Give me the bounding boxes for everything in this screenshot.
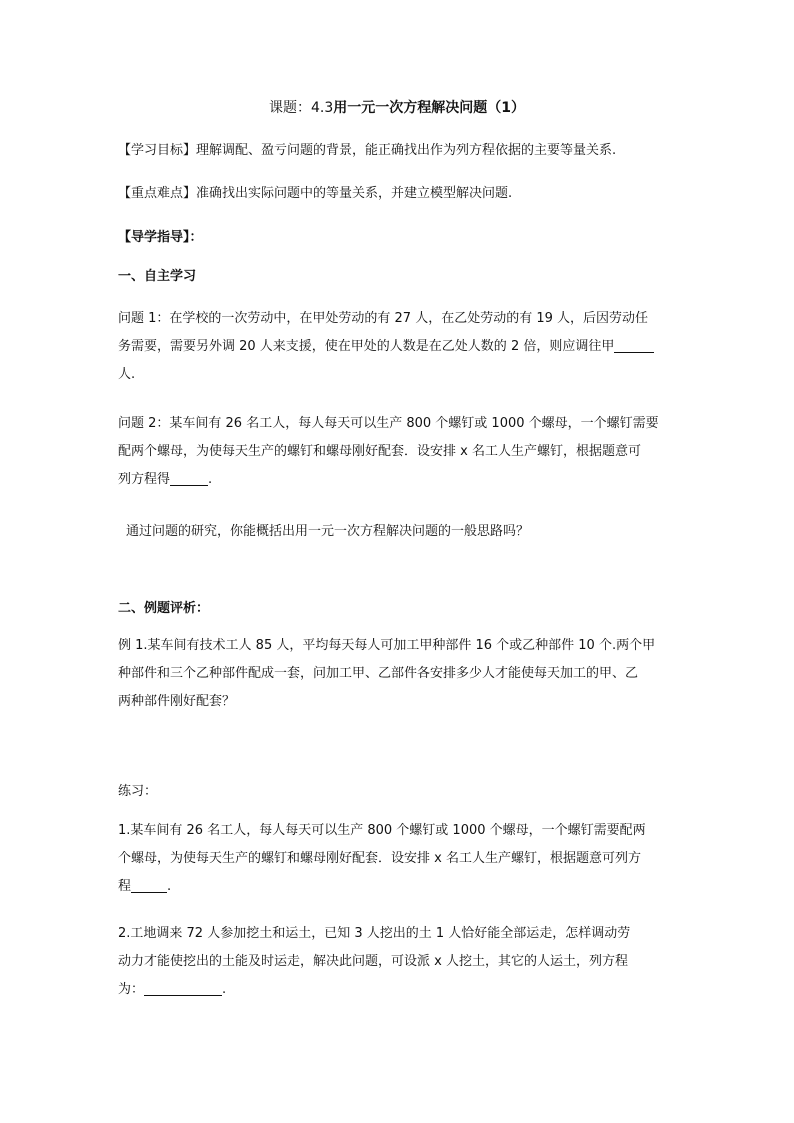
question-2 [118, 410, 678, 494]
q2-line1: 问题 2：某车间有 26 名工人，每人每天可以生产 800 个螺钉或 1000 个螺母，一个螺钉需要 [118, 416, 659, 431]
objective-text: 理解调配、盈亏问题的背景，能正确找出作为列方程依据的主要等量关系. [196, 143, 617, 158]
q2-line2: 配两个螺母，为使每天生产的螺钉和螺母刚好配套．设安排 x 名工人生产螺钉，根据题意可 [118, 444, 641, 459]
question-1 [118, 305, 678, 389]
reflection-question: 通过问题的研究，你能概括出用一元一次方程解决问题的一般思路吗？ [126, 524, 530, 539]
q1-line3: 人. [118, 367, 136, 382]
key-text: 准确找出实际问题中的等量关系，并建立模型解决问题. [196, 186, 513, 201]
guide-heading: 【导学指导】： [118, 230, 203, 245]
ex1-line2: 种部件和三个乙种部件配成一套，问加工甲、乙部件各安排多少人才能使每天加工的甲、乙 [118, 666, 639, 681]
answer-blank[interactable] [170, 469, 208, 486]
q1-line2: 务需要，需要另外调 20 人来支援，使在甲处的人数是在乙处人数的 2 倍，则应调往甲 [118, 333, 678, 361]
answer-blank[interactable] [614, 336, 654, 353]
learning-objective [118, 137, 678, 165]
p1-line2: 个螺母，为使每天生产的螺钉和螺母刚好配套．设安排 x 名工人生产螺钉，根据题意可列方 [118, 851, 641, 866]
title-prefix: 课题：4.3 [268, 100, 334, 116]
practice-heading: 练习： [118, 784, 158, 799]
ex1-line3: 两种部件刚好配套？ [118, 694, 236, 709]
q2-line3: 列方程得 . [118, 466, 678, 494]
page-title [0, 96, 794, 120]
section1-heading: 一、自主学习 [118, 269, 197, 284]
example-1 [118, 632, 678, 716]
practice-1 [118, 817, 678, 901]
key-difficulty [118, 180, 678, 208]
q1-line1: 问题 1：在学校的一次劳动中，在甲处劳动的有 27 人，在乙处劳动的有 19 人，后因劳动任 [118, 311, 649, 326]
p2-line2: 动力才能使挖出的土能及时运走，解决此问题，可设派 x 人挖土，其它的人运土，列方程 [118, 954, 628, 969]
p1-line1: 1.某车间有 26 名工人，每人每天可以生产 800 个螺钉或 1000 个螺母，一个螺钉需要配两 [118, 823, 646, 838]
objective-label: 【学习目标】 [118, 143, 197, 158]
key-label: 【重点难点】 [118, 186, 197, 201]
answer-blank[interactable] [131, 876, 167, 893]
title-main: 用一元一次方程解决问题（1） [333, 100, 525, 116]
ex1-line1: 例 1.某车间有技术工人 85 人，平均每天每人可加工甲种部件 16 个或乙种部件 10 个.两个甲 [118, 638, 656, 653]
p2-line1: 2.工地调来 72 人参加挖土和运土，已知 3 人挖出的土 1 人恰好能全部运走，怎样调动劳 [118, 926, 631, 941]
answer-blank[interactable] [144, 979, 222, 996]
p2-line3: 为： . [118, 976, 678, 1004]
practice-2 [118, 920, 678, 1004]
p1-line3: 程 . [118, 873, 678, 901]
section2-heading: 二、例题评析： [118, 601, 210, 616]
